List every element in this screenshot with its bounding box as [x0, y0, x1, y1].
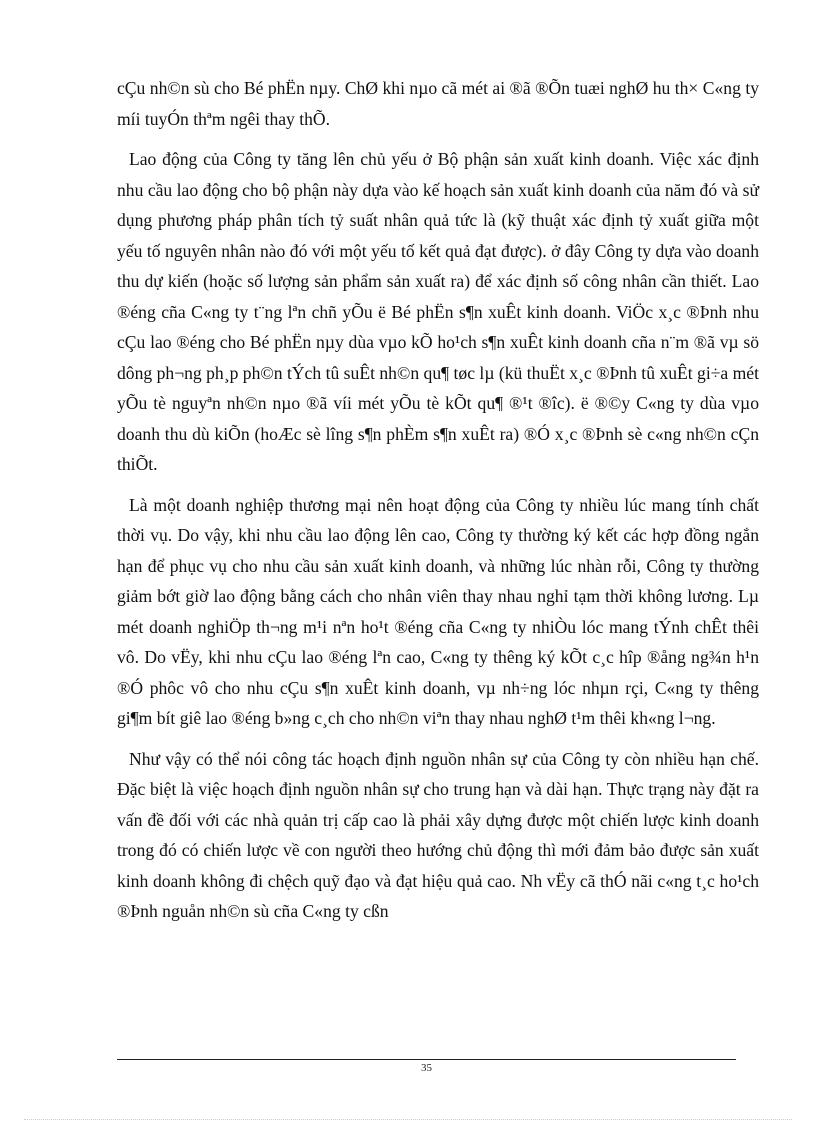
footer-divider: [117, 1059, 736, 1060]
paragraph-4: Như vậy có thể nói công tác hoạch định nguồn nhân sự của Công ty còn nhiều hạn chế. Đặc biệt là việc hoạch định nguồn nhân sự cho trung hạn và dài hạn. Thực trạng này đặt ra vấn đề đối với các nhà quản trị cấp cao là phải xây dựng được một chiến lược kinh doanh trong đó có chiến lược về con người theo hướng chủ động thì mới đảm bảo được sản xuất kinh doanh không đi chệch quỹ đạo và đạt hiệu quả cao. Nh vËy cã thÓ nãi c«ng t¸c ho¹ch ®Þnh nguån nh©n sù cña C«ng ty cßn: [117, 748, 759, 921]
page-number: 35: [421, 1062, 432, 1074]
body-text: [117, 73, 759, 937]
paragraph-1: cÇu nh©n sù cho Bé phËn nµy. ChØ khi nµo cã mét ai ®ã ®Õn tuæi nghØ hu th× C«ng ty míi tuyÓn thªm ngêi thay thÕ.: [117, 78, 759, 129]
page-bottom-edge: [24, 1119, 792, 1120]
paragraph-2: Lao động của Công ty tăng lên chủ yếu ở Bộ phận sản xuất kinh doanh. Việc xác định nhu cầu lao động cho bộ phận này dựa vào kế hoạch sản xuất kinh doanh của năm đó và sử dụng phương pháp phân tích tỷ suất nhân quả tức là (kỹ thuật xác định tỷ xuất giữa một yếu tố nguyên nhân nào đó với một yếu tố kết quả đạt được). ở đây Công ty dựa vào doanh thu dự kiến (hoặc số lượng sản phẩm sản xuất ra) để xác định số công nhân cần thiết. Lao ®éng cña C«ng ty t¨ng lªn chñ yÕu ë Bé phËn s¶n xuÊt kinh doanh. ViÖc x¸c ®Þnh nhu cÇu lao ®éng cho Bé phËn nµy dùa vµo kÕ ho¹ch s¶n xuÊt kinh doanh cña n¨m ®ã vµ sö dông ph¬ng ph¸p ph©n tÝch tû suÊt nh©n qu¶ tøc lµ (kü thuËt x¸c ®Þnh tû xuÊt gi÷a mét yÕu tè nguyªn nh©n nµo ®ã víi mét yÕu tè kÕt qu¶ ®¹t ®îc). ë ®©y C«ng ty dùa vµo doanh thu dù kiÕn (hoÆc sè lîng s¶n phÈm s¶n xuÊt ra) ®Ó x¸c ®Þnh sè c«ng nh©n cÇn thiÕt.: [117, 149, 759, 474]
paragraph-3: Là một doanh nghiệp thương mại nên hoạt động của Công ty nhiều lúc mang tính chất thời vụ. Do vậy, khi nhu cầu lao động lên cao, Công ty thường ký kết các hợp đồng ngắn hạn để phục vụ cho nhu cầu sản xuất kinh doanh, và những lúc nhàn rỗi, Công ty thường giảm bớt giờ lao động bằng cách cho nhân viên thay nhau nghỉ tạm thời không lương. Lµ mét doanh nghiÖp th¬ng m¹i nªn ho¹t ®éng cña C«ng ty nhiÒu lóc mang tÝnh chÊt thêi vô. Do vËy, khi nhu cÇu lao ®éng lªn cao, C«ng ty thêng ký kÕt c¸c hîp ®ång ng¾n h¹n ®Ó phôc vô cho nhu cÇu s¶n xuÊt kinh doanh, vµ nh÷ng lóc nhµn rçi, C«ng ty thêng gi¶m bít giê lao ®éng b»ng c¸ch cho nh©n viªn thay nhau nghØ t¹m thêi kh«ng l¬ng.: [117, 494, 759, 728]
